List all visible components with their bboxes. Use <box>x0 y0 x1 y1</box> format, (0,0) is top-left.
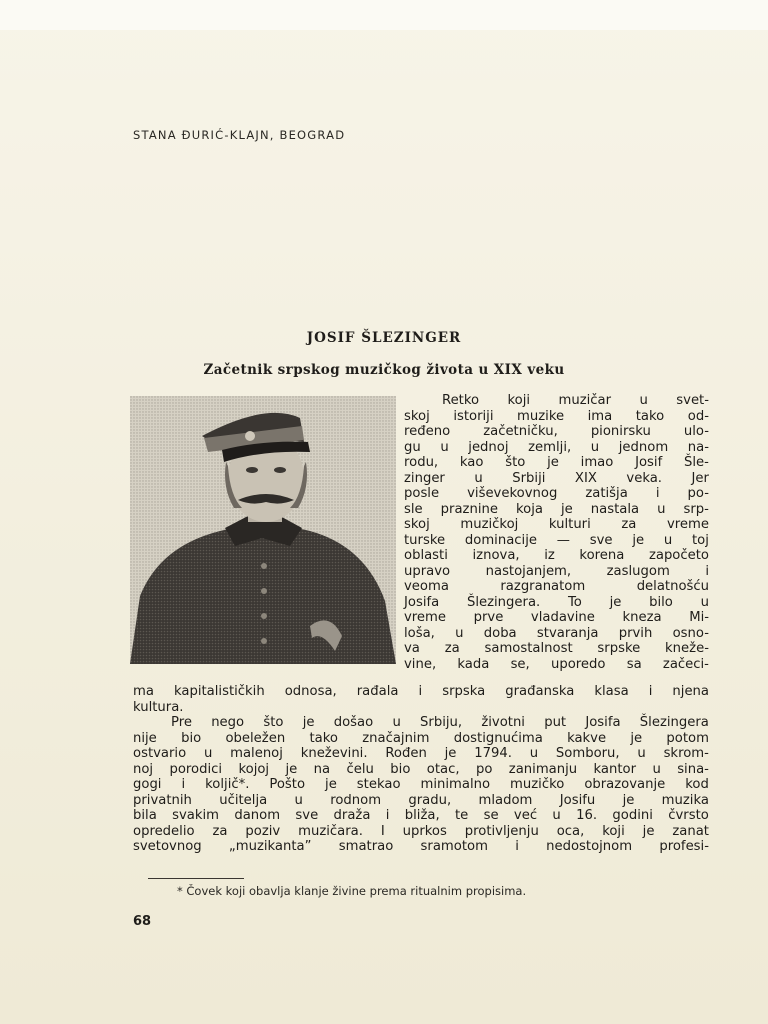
full-line: bila svakim danom sve draža i bliža, te se već u 16. godini čvrsto <box>133 808 709 823</box>
column-line: skoj muzičkoj kulturi za vreme <box>404 517 709 532</box>
column-line: ređeno začetničku, pionirsku ulo- <box>404 424 709 439</box>
column-line: turske dominacije — sve je u toj <box>404 532 709 548</box>
page-number: 68 <box>133 914 152 929</box>
column-line: oblasti iznova, iz korena započeto <box>404 548 709 563</box>
full-line: privatnih učitelja u rodnom gradu, mladom Josifu je muzika <box>133 792 709 808</box>
column-line: vine, kada se, uporedo sa začeci- <box>404 656 709 672</box>
column-line: skoj istoriji muzike ima tako od- <box>404 408 709 424</box>
full-line: svetovnog „muzikanta” smatrao sramotom i nedostojnom profesi- <box>133 839 709 854</box>
column-line: Retko koji muzičar u svet- <box>442 393 709 408</box>
column-line: rodu, kao što je imao Josif Šle- <box>404 455 709 470</box>
column-line: vreme prve vladavine kneza Mi- <box>404 610 709 625</box>
column-line: gu u jednoj zemlji, u jednom na- <box>404 439 709 455</box>
author-byline: STANA ĐURIĆ-KLAJN, BEOGRAD <box>133 128 346 142</box>
column-line: upravo nastojanjem, zaslugom i <box>404 563 709 579</box>
column-line: va za samostalnost srpske kneže- <box>404 641 709 656</box>
column-text <box>404 393 709 672</box>
column-line: Josifa Šlezingera. To je bilo u <box>404 594 709 610</box>
full-line: nije bio obeležen tako značajnim dostignućima kakve je potom <box>133 730 709 746</box>
full-line: noj porodici kojoj je na čelu bio otac, po zanimanju kantor u sina- <box>133 761 709 777</box>
full-line: kultura. <box>133 699 184 715</box>
footnote: * Čovek koji obavlja klanje živine prema ritualnim propisima. <box>177 884 527 898</box>
article-subtitle: Začetnik srpskog muzičkog života u XIX veku <box>203 362 565 378</box>
column-line: veoma razgranatom delatnošću <box>404 579 709 594</box>
column-line: sle praznine koja je nastala u srp- <box>404 501 709 517</box>
body-text <box>133 684 709 855</box>
full-line: ostvario u malenoj kneževini. Rođen je 1794. u Somboru, u skrom- <box>133 746 709 761</box>
full-line: opredelio za poziv muzičara. I uprkos protivljenju oca, koji je zanat <box>133 823 709 839</box>
column-line: zinger u Srbiji XIX veka. Jer <box>404 470 709 486</box>
top-margin <box>0 0 768 30</box>
full-line: gogi i koljič*. Pošto je stekao minimalno muzičko obrazovanje kod <box>133 777 709 792</box>
article-title: JOSIF ŠLEZINGER <box>306 330 462 346</box>
portrait-image <box>130 396 396 664</box>
footnote-rule <box>148 878 244 879</box>
column-line: loša, u doba stvaranja prvih osno- <box>404 625 709 641</box>
full-line: Pre nego što je došao u Srbiju, životni put Josifa Šlezingera <box>171 715 709 730</box>
full-line: ma kapitalističkih odnosa, rađala i srpska građanska klasa i njena <box>133 684 709 699</box>
column-line: posle viševekovnog zatišja i po- <box>404 486 709 501</box>
